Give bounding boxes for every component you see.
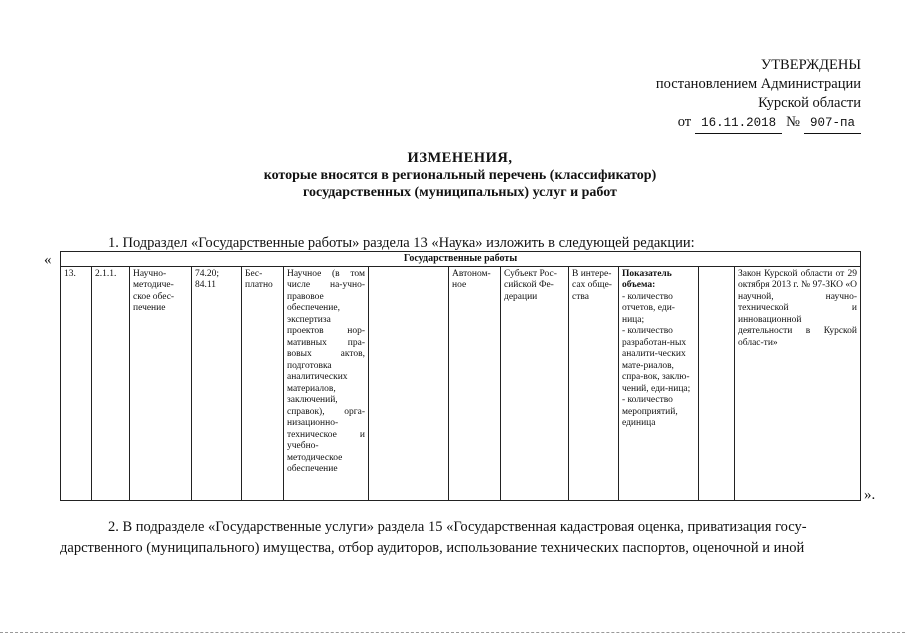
cell-empty-2 — [699, 266, 735, 501]
paragraph-2-line-2: дарственного (муниципального) имущества, отбор аудиторов, использование технических паспортов, оценочной и иной — [60, 540, 805, 556]
approval-block — [621, 56, 861, 134]
title-sub-1: которые вносятся в региональный перечень (классификатор) — [263, 168, 657, 183]
approval-date-line — [621, 113, 861, 134]
cell-payment: Бес-платно — [242, 266, 284, 501]
opening-quote: « — [44, 252, 52, 268]
title-sub-2: государственных (муниципальных) услуг и работ — [303, 185, 617, 200]
approval-date: 16.11.2018 — [695, 114, 782, 134]
number-sign: № — [786, 114, 800, 130]
indicator-title: Показатель объема: — [622, 268, 672, 290]
indicator-item: - количество разработан-ных аналити-ческих мате-риалов, спра-вок, заклю-чений, еди-ница; — [622, 326, 691, 394]
approval-status: УТВЕРЖДЕНЫ — [760, 57, 861, 73]
table-row — [61, 266, 861, 501]
approval-number: 907-па — [804, 114, 861, 134]
page-bottom-rule — [0, 632, 905, 633]
cell-legal-basis: Закон Курской области от 29 октября 2013 г. № 97-ЗКО «О научной, научно-технической и инновационной деятельности в Курской облас-ти» — [735, 266, 861, 501]
cell-section-number: 13. — [61, 266, 92, 501]
approval-authority: постановлением Администрации — [655, 76, 861, 92]
cell-empty-1 — [369, 266, 449, 501]
paragraph-1: 1. Подраздел «Государственные работы» раздела 13 «Наука» изложить в следующей редакции: — [108, 235, 695, 251]
cell-okved-codes: 74.20; 84.11 — [192, 266, 242, 501]
paragraph-2 — [60, 517, 860, 559]
table-header: Государственные работы — [61, 252, 861, 267]
indicator-item: - количество отчетов, еди-ница; — [622, 291, 675, 325]
document-title — [160, 150, 760, 201]
indicator-item: - количество мероприятий, единица — [622, 395, 678, 428]
approval-region: Курской области — [758, 95, 861, 111]
services-table — [60, 251, 861, 501]
cell-item-code: 2.1.1. — [92, 266, 130, 501]
date-prefix: от — [677, 114, 692, 130]
cell-consumers: В интере-сах обще-ства — [569, 266, 619, 501]
closing-quote: ». — [864, 487, 876, 503]
cell-work-name: Научно-методиче-ское обес-печение — [130, 266, 192, 501]
cell-institution-type: Автоном-ное — [449, 266, 501, 501]
cell-content: Научное (в том числе на-учно-правовое обеспечение, экспертиза проектов нор-мативных пра-вовых актов, подготовка аналитических материалов, заключений, справок), орга-низационно-техническое и учебно-методическое обеспечение — [284, 266, 369, 501]
paragraph-2-line-1: 2. В подразделе «Государственные услуги» раздела 15 «Государственная кадастровая оценка, приватизация госу- — [108, 519, 807, 535]
cell-indicators — [619, 266, 699, 501]
cell-authority-level: Субъект Рос-сийской Фе-дерации — [501, 266, 569, 501]
title-main: ИЗМЕНЕНИЯ, — [407, 150, 513, 166]
